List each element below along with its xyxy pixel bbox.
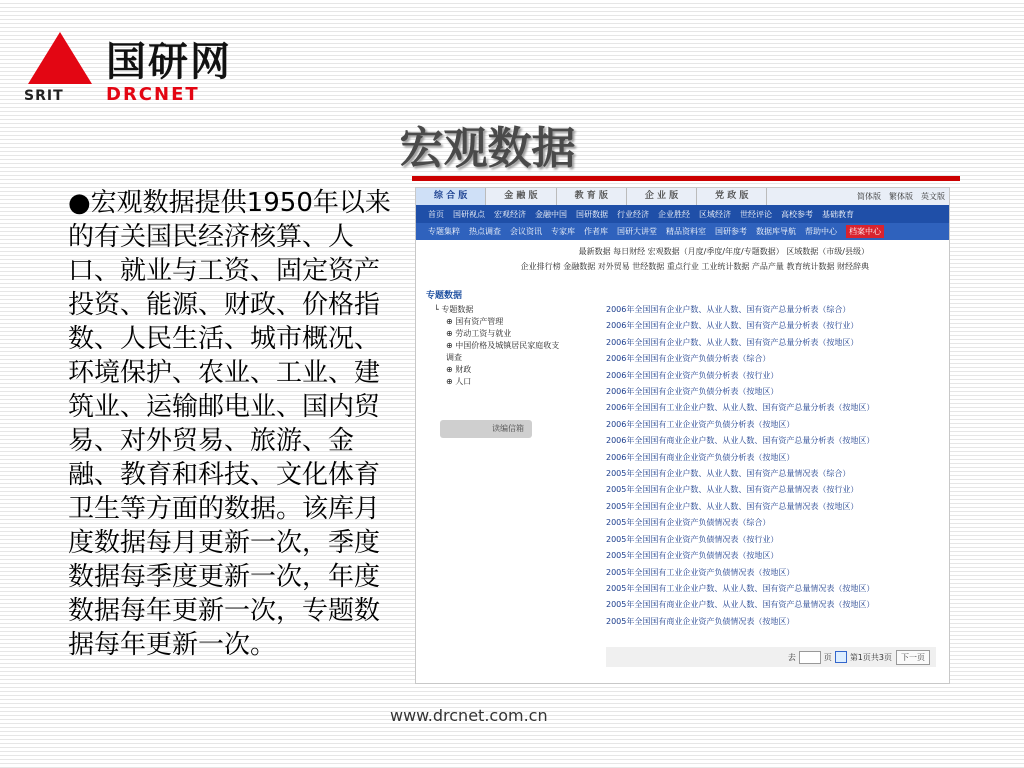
tab-government[interactable]: 党 政 版 xyxy=(697,188,767,205)
nav-item[interactable]: 数据库导航 xyxy=(756,227,796,236)
tree-root[interactable]: └ 专题数据 xyxy=(434,305,474,314)
list-item[interactable]: 2006年全国国有企业资产负债分析表（按行业） xyxy=(606,370,779,380)
mailbox-button[interactable] xyxy=(440,420,532,438)
lang-simplified[interactable]: 简体版 xyxy=(857,192,881,201)
tree-node[interactable]: ⊕ 劳动工资与就业 xyxy=(446,329,512,338)
nav-item[interactable]: 热点调查 xyxy=(469,227,501,236)
nav-item[interactable]: 首页 xyxy=(428,209,444,219)
sub-nav-line-1[interactable]: 最新数据 每日财经 宏观数据（月度/季度/年度/专题数据） 区域数据（市级/县级） xyxy=(578,247,869,256)
list-item[interactable]: 2005年全国国有企业资产负债情况表（按行业） xyxy=(606,534,779,544)
list-item[interactable]: 2005年全国国有商业企业资产负债情况表（按地区） xyxy=(606,616,795,626)
tree-node[interactable]: ⊕ 财政 xyxy=(446,365,472,374)
list-item[interactable]: 2006年全国国有企业资产负债分析表（综合） xyxy=(606,354,771,364)
tab-comprehensive[interactable]: 综 合 版 xyxy=(416,188,486,205)
mailbox-label: 读编信箱 xyxy=(492,424,524,433)
list-item[interactable]: 2005年全国国有企业户数、从业人数、国有资产总量情况表（按行业） xyxy=(606,485,859,495)
tab-enterprise[interactable]: 企 业 版 xyxy=(627,188,697,205)
list-item[interactable]: 2006年全国国有工业企业户数、从业人数、国有资产总量分析表（按地区） xyxy=(606,403,875,413)
report-list xyxy=(606,302,936,630)
next-page-button[interactable]: 下一页 xyxy=(896,650,930,665)
pager-total: 共3页 xyxy=(870,652,892,662)
list-item[interactable]: 2006年全国国有企业户数、从业人数、国有资产总量分析表（按地区） xyxy=(606,337,859,347)
list-item[interactable]: 2005年全国国有企业资产负债情况表（综合） xyxy=(606,518,771,528)
list-item[interactable]: 2005年全国国有工业企业资产负债情况表（按地区） xyxy=(606,567,795,577)
sub-nav-line-2[interactable]: 企业排行榜 金融数据 对外贸易 世经数据 重点行业 工业统计数据 产品产量 教育统计数据 财经辞典 xyxy=(520,262,869,271)
version-tabs xyxy=(416,188,949,205)
slide-body-text: ●宏观数据提供1950年以来的有关国民经济核算、人口、就业与工资、固定资产投资、能源、财政、价格指数、人民生活、城市概况、环境保护、农业、工业、建筑业、运输邮电业、国内贸易、对外贸易、旅游、金融、教育和科技、文化体育卫生等方面的数据。该库月度数据每月更新一次，季度数据每季度更新一次，年度数据每年更新一次，专题数据每年更新一次。 xyxy=(68,188,391,660)
lang-english[interactable]: 英文版 xyxy=(921,192,945,201)
lang-traditional[interactable]: 繁体版 xyxy=(889,192,913,201)
list-item[interactable]: 2006年全国国有企业资产负债分析表（按地区） xyxy=(606,387,779,397)
go-button[interactable] xyxy=(835,651,847,663)
nav-item[interactable]: 精品资料室 xyxy=(666,227,706,236)
main-nav xyxy=(416,205,949,223)
sub-nav xyxy=(416,244,949,274)
nav-item[interactable]: 专题集粹 xyxy=(428,227,460,236)
nav-item[interactable]: 国研数据 xyxy=(576,209,608,219)
website-url: www.drcnet.com.cn xyxy=(390,706,548,725)
list-item[interactable]: 2005年全国国有企业户数、从业人数、国有资产总量情况表（综合） xyxy=(606,469,851,479)
nav-item[interactable]: 区域经济 xyxy=(699,209,731,219)
nav-item[interactable]: 帮助中心 xyxy=(805,227,837,236)
title-divider xyxy=(412,176,960,181)
list-item[interactable]: 2005年全国国有商业企业户数、从业人数、国有资产总量情况表（按地区） xyxy=(606,600,875,610)
nav-item[interactable]: 金融中国 xyxy=(535,209,567,219)
nav-item[interactable]: 高校参考 xyxy=(781,209,813,219)
nav-item[interactable]: 国研大讲堂 xyxy=(617,227,657,236)
nav-item[interactable]: 专家库 xyxy=(551,227,575,236)
list-item[interactable]: 2006年全国国有工业企业资产负债分析表（按地区） xyxy=(606,419,795,429)
tree-node[interactable]: ⊕ 国有资产管理 xyxy=(446,317,504,326)
nav-item[interactable]: 企业胜经 xyxy=(658,209,690,219)
website-screenshot xyxy=(415,187,950,684)
sidebar xyxy=(426,288,566,388)
pager-page-label: 页 xyxy=(823,652,832,662)
list-item[interactable]: 2006年全国国有商业企业户数、从业人数、国有资产总量分析表（按地区） xyxy=(606,436,875,446)
nav-item[interactable]: 国研视点 xyxy=(453,209,485,219)
tree-node[interactable]: ⊕ 人口 xyxy=(446,377,472,386)
nav-item[interactable]: 国研参考 xyxy=(715,227,747,236)
list-item[interactable]: 2005年全国国有企业资产负债情况表（按地区） xyxy=(606,551,779,561)
nav-item[interactable]: 世经评论 xyxy=(740,209,772,219)
nav-item[interactable]: 会议资讯 xyxy=(510,227,542,236)
pagination xyxy=(606,647,936,667)
logo-name-en: DRCNET xyxy=(106,84,200,105)
logo-abbr: SRIT xyxy=(24,88,64,104)
pager-current: 第1页 xyxy=(849,652,871,662)
list-item[interactable]: 2005年全国国有企业户数、从业人数、国有资产总量情况表（按地区） xyxy=(606,501,859,511)
slide-title: 宏观数据 xyxy=(399,123,576,174)
page-number-input[interactable] xyxy=(799,651,821,664)
nav-item[interactable]: 行业经济 xyxy=(617,209,649,219)
tab-education[interactable]: 教 育 版 xyxy=(557,188,627,205)
list-item[interactable]: 2006年全国国有商业企业资产负债分析表（按地区） xyxy=(606,452,795,462)
tree-node[interactable]: ⊕ 中国价格及城镇居民家庭收支调查 xyxy=(446,341,560,362)
nav-item[interactable]: 作者库 xyxy=(584,227,608,236)
pager-goto-label: 去 xyxy=(787,652,796,662)
list-item[interactable]: 2006年全国国有企业户数、从业人数、国有资产总量分析表（按行业） xyxy=(606,321,859,331)
logo xyxy=(24,30,244,108)
nav-item-archive[interactable]: 档案中心 xyxy=(846,225,884,238)
list-item[interactable]: 2006年全国国有企业户数、从业人数、国有资产总量分析表（综合） xyxy=(606,305,851,314)
srit-triangle-icon xyxy=(28,32,92,84)
sidebar-heading: 专题数据 xyxy=(426,291,463,301)
nav-item[interactable]: 基础教育 xyxy=(822,209,854,219)
tab-finance[interactable]: 金 融 版 xyxy=(486,188,556,205)
nav-item[interactable]: 宏观经济 xyxy=(494,209,526,219)
secondary-nav xyxy=(416,223,949,240)
list-item[interactable]: 2005年全国国有工业企业户数、从业人数、国有资产总量情况表（按地区） xyxy=(606,583,875,593)
logo-name-cn: 国研网 xyxy=(106,39,232,85)
